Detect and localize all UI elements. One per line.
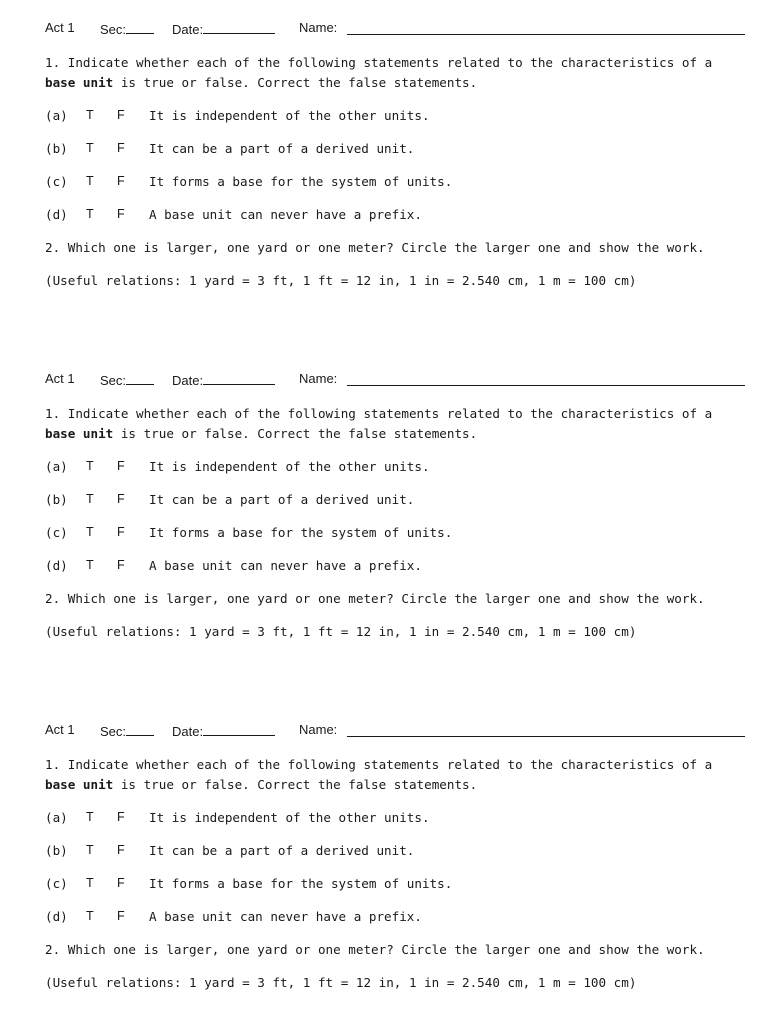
name-label: Name: — [299, 722, 338, 737]
true-option[interactable]: T — [86, 876, 94, 890]
statement-letter: (d) — [45, 207, 68, 222]
activity-label: Act 1 — [45, 722, 75, 737]
true-option[interactable]: T — [86, 492, 94, 506]
question-1 — [45, 404, 750, 444]
date-field[interactable] — [172, 371, 275, 388]
question-2: 2. Which one is larger, one yard or one meter? Circle the larger one and show the work. — [45, 942, 705, 957]
false-option[interactable]: F — [117, 459, 125, 473]
date-blank[interactable] — [203, 722, 275, 736]
false-option[interactable]: F — [117, 876, 125, 890]
true-option[interactable]: T — [86, 108, 94, 122]
statement-text: It forms a base for the system of units. — [149, 876, 453, 891]
statement-letter: (d) — [45, 909, 68, 924]
question-1-prefix: 1. Indicate whether each of the following statements related to the characteristics of a — [45, 757, 713, 772]
statement-letter: (b) — [45, 492, 68, 507]
section-label: Sec: — [100, 373, 127, 388]
activity-label: Act 1 — [45, 371, 75, 386]
false-option[interactable]: F — [117, 558, 125, 572]
statement-text: It can be a part of a derived unit. — [149, 492, 415, 507]
question-1-suffix: is true or false. Correct the false statements. — [113, 426, 478, 441]
quiz-section — [45, 722, 747, 990]
question-2: 2. Which one is larger, one yard or one meter? Circle the larger one and show the work. — [45, 240, 705, 255]
name-blank[interactable] — [347, 722, 745, 737]
section-label: Sec: — [100, 724, 127, 739]
question-2: 2. Which one is larger, one yard or one meter? Circle the larger one and show the work. — [45, 591, 705, 606]
statement-text: A base unit can never have a prefix. — [149, 207, 422, 222]
useful-relations: (Useful relations: 1 yard = 3 ft, 1 ft = 12 in, 1 in = 2.540 cm, 1 m = 100 cm) — [45, 273, 637, 288]
statement-text: It forms a base for the system of units. — [149, 174, 453, 189]
student-header — [45, 20, 747, 40]
date-blank[interactable] — [203, 20, 275, 34]
true-option[interactable]: T — [86, 558, 94, 572]
statement-letter: (a) — [45, 810, 68, 825]
name-blank[interactable] — [347, 20, 745, 35]
statement-text: A base unit can never have a prefix. — [149, 909, 422, 924]
statement-letter: (c) — [45, 525, 68, 540]
true-option[interactable]: T — [86, 174, 94, 188]
section-field[interactable] — [100, 371, 154, 388]
false-option[interactable]: F — [117, 492, 125, 506]
statement-text: It can be a part of a derived unit. — [149, 843, 415, 858]
activity-label: Act 1 — [45, 20, 75, 35]
section-label: Sec: — [100, 22, 127, 37]
question-1-suffix: is true or false. Correct the false statements. — [113, 75, 478, 90]
statement-letter: (a) — [45, 108, 68, 123]
quiz-section — [45, 371, 747, 639]
name-label: Name: — [299, 371, 338, 386]
false-option[interactable]: F — [117, 174, 125, 188]
false-option[interactable]: F — [117, 909, 125, 923]
false-option[interactable]: F — [117, 525, 125, 539]
date-field[interactable] — [172, 722, 275, 739]
false-option[interactable]: F — [117, 810, 125, 824]
question-1-bold-term: base unit — [45, 75, 114, 90]
statement-letter: (c) — [45, 174, 68, 189]
true-option[interactable]: T — [86, 207, 94, 221]
date-label: Date: — [172, 724, 204, 739]
statement-text: A base unit can never have a prefix. — [149, 558, 422, 573]
false-option[interactable]: F — [117, 108, 125, 122]
statement-text: It is independent of the other units. — [149, 810, 430, 825]
useful-relations: (Useful relations: 1 yard = 3 ft, 1 ft = 12 in, 1 in = 2.540 cm, 1 m = 100 cm) — [45, 975, 637, 990]
statement-text: It is independent of the other units. — [149, 108, 430, 123]
useful-relations: (Useful relations: 1 yard = 3 ft, 1 ft = 12 in, 1 in = 2.540 cm, 1 m = 100 cm) — [45, 624, 637, 639]
false-option[interactable]: F — [117, 207, 125, 221]
quiz-section — [45, 20, 747, 288]
question-1-suffix: is true or false. Correct the false statements. — [113, 777, 478, 792]
name-label: Name: — [299, 20, 338, 35]
statement-letter: (b) — [45, 141, 68, 156]
section-blank[interactable] — [126, 20, 154, 34]
section-blank[interactable] — [126, 371, 154, 385]
true-option[interactable]: T — [86, 459, 94, 473]
statement-letter: (d) — [45, 558, 68, 573]
statement-letter: (b) — [45, 843, 68, 858]
true-option[interactable]: T — [86, 909, 94, 923]
statement-text: It forms a base for the system of units. — [149, 525, 453, 540]
section-field[interactable] — [100, 722, 154, 739]
statement-text: It can be a part of a derived unit. — [149, 141, 415, 156]
statement-letter: (c) — [45, 876, 68, 891]
student-header — [45, 371, 747, 391]
question-1-bold-term: base unit — [45, 777, 114, 792]
true-option[interactable]: T — [86, 810, 94, 824]
date-label: Date: — [172, 373, 204, 388]
section-field[interactable] — [100, 20, 154, 37]
true-option[interactable]: T — [86, 525, 94, 539]
statement-text: It is independent of the other units. — [149, 459, 430, 474]
date-label: Date: — [172, 22, 204, 37]
section-blank[interactable] — [126, 722, 154, 736]
question-1-bold-term: base unit — [45, 426, 114, 441]
date-field[interactable] — [172, 20, 275, 37]
name-blank[interactable] — [347, 371, 745, 386]
false-option[interactable]: F — [117, 141, 125, 155]
question-1 — [45, 53, 750, 93]
date-blank[interactable] — [203, 371, 275, 385]
question-1-prefix: 1. Indicate whether each of the following statements related to the characteristics of a — [45, 406, 713, 421]
student-header — [45, 722, 747, 742]
question-1-prefix: 1. Indicate whether each of the following statements related to the characteristics of a — [45, 55, 713, 70]
question-1 — [45, 755, 750, 795]
true-option[interactable]: T — [86, 843, 94, 857]
true-option[interactable]: T — [86, 141, 94, 155]
false-option[interactable]: F — [117, 843, 125, 857]
statement-letter: (a) — [45, 459, 68, 474]
